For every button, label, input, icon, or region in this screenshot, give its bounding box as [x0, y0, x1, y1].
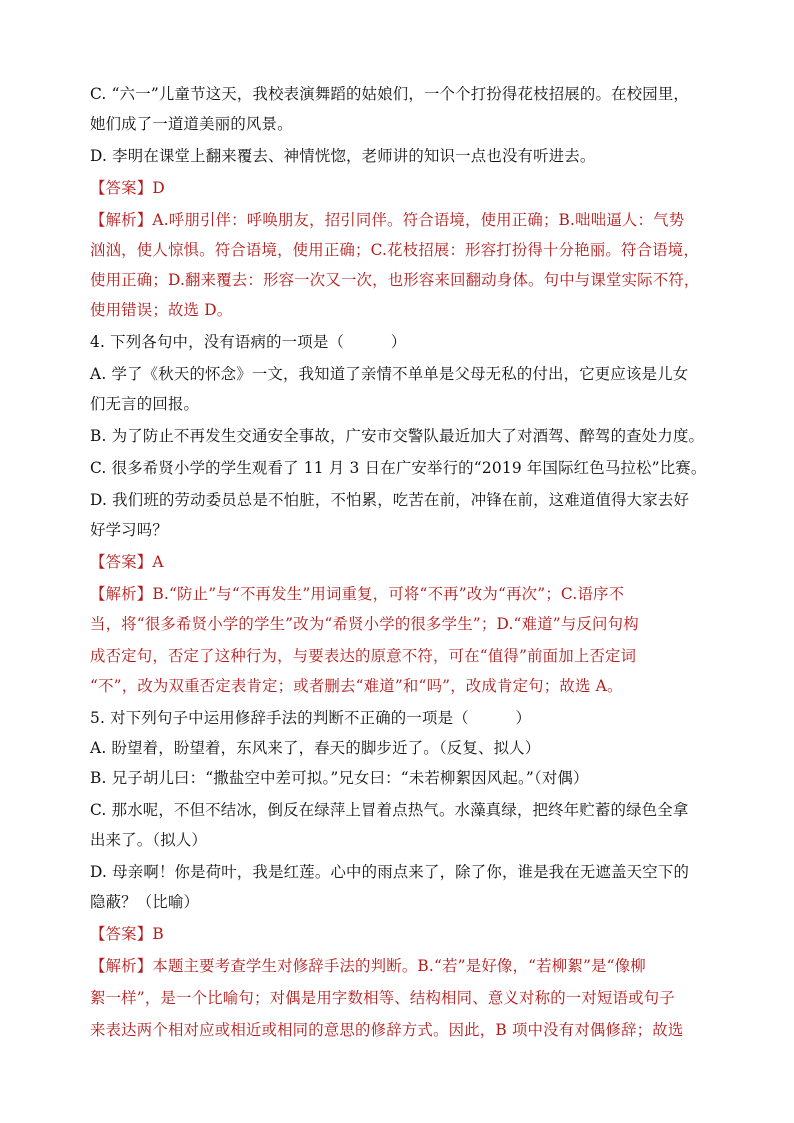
q4-analysis-line4: “不”，改为双重否定表肯定；或者删去“难道”和“吗”，改成肯定句；故选 A。	[90, 677, 623, 695]
q4-option-b: B. 为了防止不再发生交通安全事故，广安市交警队最近加大了对酒驾、醉驾的查处力度。	[90, 427, 705, 445]
q4-analysis-line1	[90, 584, 624, 604]
q4-analysis-line3: 成否定句，否定了这种行为，与要表达的原意不符，可在“值得”前面加上否定词	[90, 647, 637, 665]
answer-tag: 【答案】	[90, 553, 153, 571]
q4-option-c: C. 很多希贤小学的学生观看了 11 月 3 日在广安举行的“2019 年国际红色马拉松”比赛。	[90, 459, 707, 477]
q5-analysis-line1	[90, 956, 646, 976]
q4-option-a-line1: A. 学了《秋天的怀念》一文，我知道了亲情不单单是父母无私的付出，它更应该是儿女	[90, 365, 689, 383]
q4-stem: 4. 下列各句中，没有语病的一项是（ ）	[90, 333, 407, 351]
answer-tag: 【答案】	[90, 179, 153, 197]
q5-analysis-line2: 絮一样”，是一个比喻句；对偶是用字数相等、结构相同、意义对称的一对短语或句子	[90, 989, 675, 1007]
q3-answer	[90, 178, 165, 198]
q5-option-a: A. 盼望着，盼望着，东风来了，春天的脚步近了。（反复、拟人）	[90, 739, 541, 757]
q5-analysis-line3: 来表达两个相对应或相近或相同的意思的修辞方式。因此，B 项中没有对偶修辞；故选	[90, 1021, 684, 1039]
q4-answer	[90, 552, 164, 572]
q5-option-d-line2: 隐蔽？（比喻）	[90, 893, 200, 911]
q4-option-d-line1: D. 我们班的劳动委员总是不怕脏，不怕累，吃苦在前，冲锋在前，这难道值得大家去好	[90, 491, 690, 509]
q5-stem: 5. 对下列句子中运用修辞手法的判断不正确的一项是（ ）	[90, 709, 532, 727]
analysis-text: B.“防止”与“不再发生”用词重复，可将“不再”改为“再次”；C.语序不	[152, 585, 625, 603]
analysis-tag: 【解析】	[90, 211, 153, 229]
answer-value: B	[152, 925, 164, 943]
q5-option-b: B. 兄子胡儿曰：“撒盐空中差可拟。”兄女曰：“未若柳絮因风起。”（对偶）	[90, 769, 589, 787]
answer-value: A	[152, 553, 164, 571]
answer-value: D	[152, 179, 165, 197]
q3-analysis-line2: 汹汹，使人惊惧。符合语境，使用正确；C.花枝招展：形容打扮得十分艳丽。符合语境，	[90, 241, 699, 259]
analysis-tag: 【解析】	[90, 957, 153, 975]
answer-tag: 【答案】	[90, 925, 153, 943]
analysis-text: 本题主要考查学生对修辞手法的判断。B.“若”是好像，“若柳絮”是“像柳	[152, 957, 646, 975]
q3-analysis-line3: 使用正确；D.翻来覆去：形容一次又一次，也形容来回翻动身体。句中与课堂实际不符，	[90, 271, 700, 289]
q5-option-c-line1: C. 那水呢，不但不结冰，倒反在绿萍上冒着点热气。水藻真绿，把终年贮蓄的绿色全拿	[90, 801, 689, 819]
analysis-tag: 【解析】	[90, 585, 153, 603]
q5-option-c-line2: 出来了。（拟人）	[90, 831, 208, 849]
q3-option-c-line1: C. “六一”儿童节这天，我校表演舞蹈的姑娘们，一个个打扮得花枝招展的。在校园里，	[90, 85, 690, 103]
q4-option-d-line2: 好学习吗？	[90, 521, 168, 539]
q5-answer	[90, 924, 164, 944]
q4-analysis-line2: 当，将“很多希贤小学的学生”改为“希贤小学的很多学生”；D.“难道”与反问句构	[90, 615, 639, 633]
q3-option-d: D. 李明在课堂上翻来覆去、神情恍惚，老师讲的知识一点也没有听进去。	[90, 147, 596, 165]
q3-analysis-line4: 使用错误；故选 D。	[90, 301, 233, 319]
q3-analysis-line1	[90, 210, 684, 230]
q3-option-c-line2: 她们成了一道道美丽的风景。	[90, 115, 293, 133]
analysis-text: A.呼朋引伴：呼唤朋友，招引同伴。符合语境，使用正确；B.咄咄逼人：气势	[152, 211, 685, 229]
q5-option-d-line1: D. 母亲啊！你是荷叶，我是红莲。心中的雨点来了，除了你，谁是我在无遮盖天空下的	[90, 863, 690, 881]
q4-option-a-line2: 们无言的回报。	[90, 395, 200, 413]
